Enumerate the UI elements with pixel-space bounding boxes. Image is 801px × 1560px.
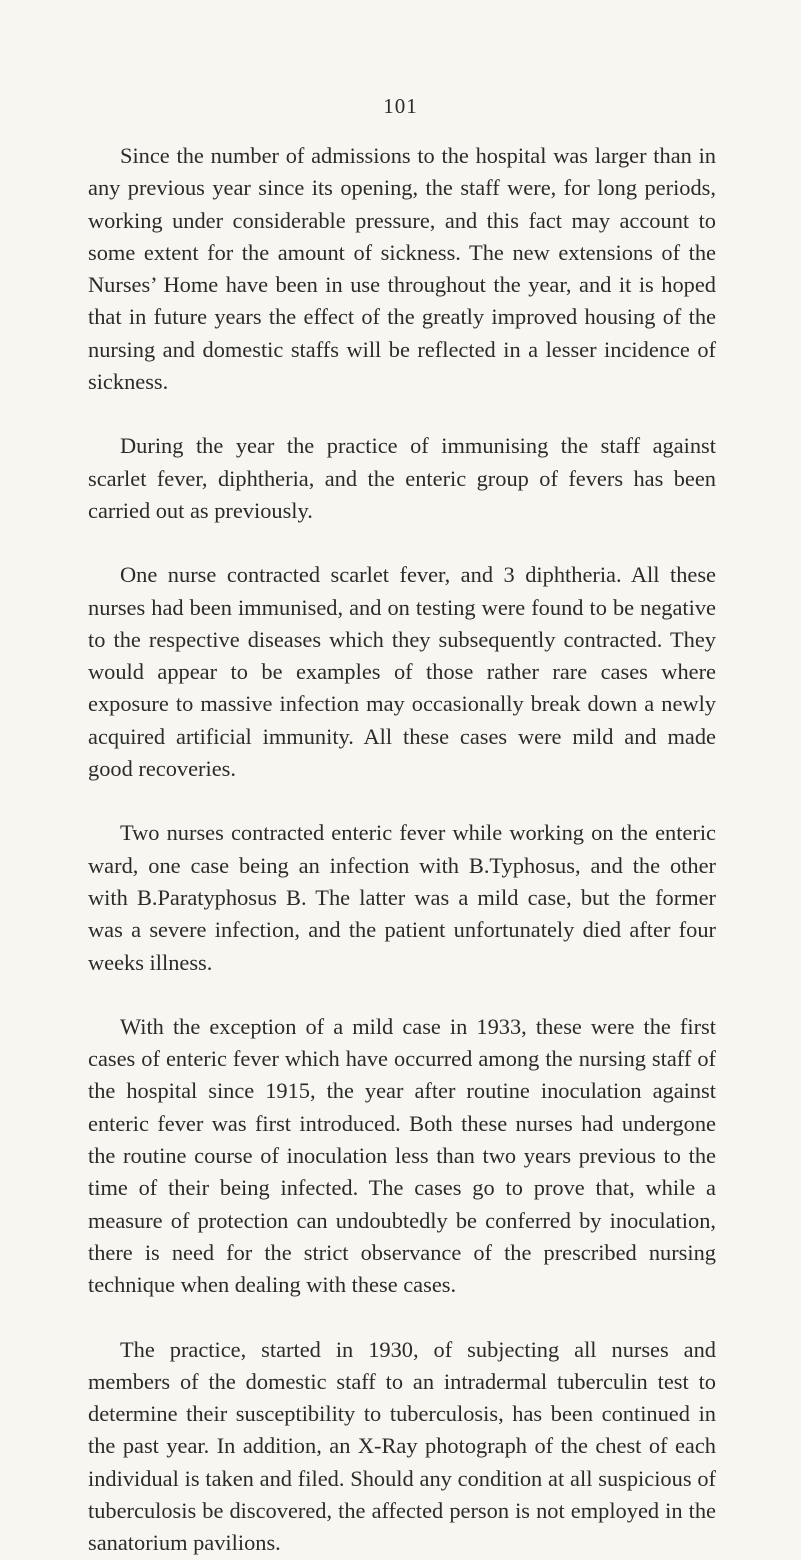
page-number: 101 — [383, 94, 418, 118]
paragraph-staff-sickness: Since the number of admissions to the hospital was larger than in any previous year since its opening, the staff were, for long periods, working under considerable pressure, and this fact may account to some extent for the amount of sickness. The new extensions of the Nurses’ Home have been in use throughout the year, and it is hoped that in future years the effect of the greatly improved housing of the nursing and domestic staffs will be reflected in a lesser incidence of sickness. — [88, 143, 716, 395]
paragraph-enteric-fever-cases: Two nurses contracted enteric fever while working on the enteric ward, one case being an infection with B.Typhosus, and the other with B.Paratyphosus B. The latter was a mild case, but the former was a severe infection, and the patient unfortunately died after four weeks illness. — [88, 820, 716, 975]
paragraph-tuberculin-testing: The practice, started in 1930, of subjecting all nurses and members of the domestic staff to an intradermal tuberculin test to determine their susceptibility to tuberculosis, has been continued in the past year. In addition, an X-Ray photograph of the chest of each individual is taken and filed. Should any condition at all suspicious of tuberculosis be discovered, the affected person is not employed in the sanatorium pavilions. — [88, 1336, 716, 1556]
paragraph-immunisation-practice: During the year the practice of immunising the staff against scarlet fever, diphtheria, and the enteric group of fevers has been carried out as previously. — [88, 433, 716, 523]
body-text — [88, 140, 716, 1560]
paragraph-scarlet-diphtheria-cases: One nurse contracted scarlet fever, and 3 diphtheria. All these nurses had been immunised, and on testing were found to be negative to the respective diseases which they subsequently contracted. They would appear to be examples of those rather rare cases where exposure to massive infection may occasionally break down a newly acquired artificial immunity. All these cases were mild and made good recoveries. — [88, 562, 716, 782]
paragraph-inoculation-history: With the exception of a mild case in 1933, these were the first cases of enteric fever which have occurred among the nursing staff of the hospital since 1915, the year after routine inoculation against enteric fever was first introduced. Both these nurses had undergone the routine course of inoculation less than two years previous to the time of their being infected. The cases go to prove that, while a measure of protection can undoubtedly be conferred by inoculation, there is need for the strict observance of the prescribed nursing technique when dealing with these cases. — [88, 1013, 716, 1298]
